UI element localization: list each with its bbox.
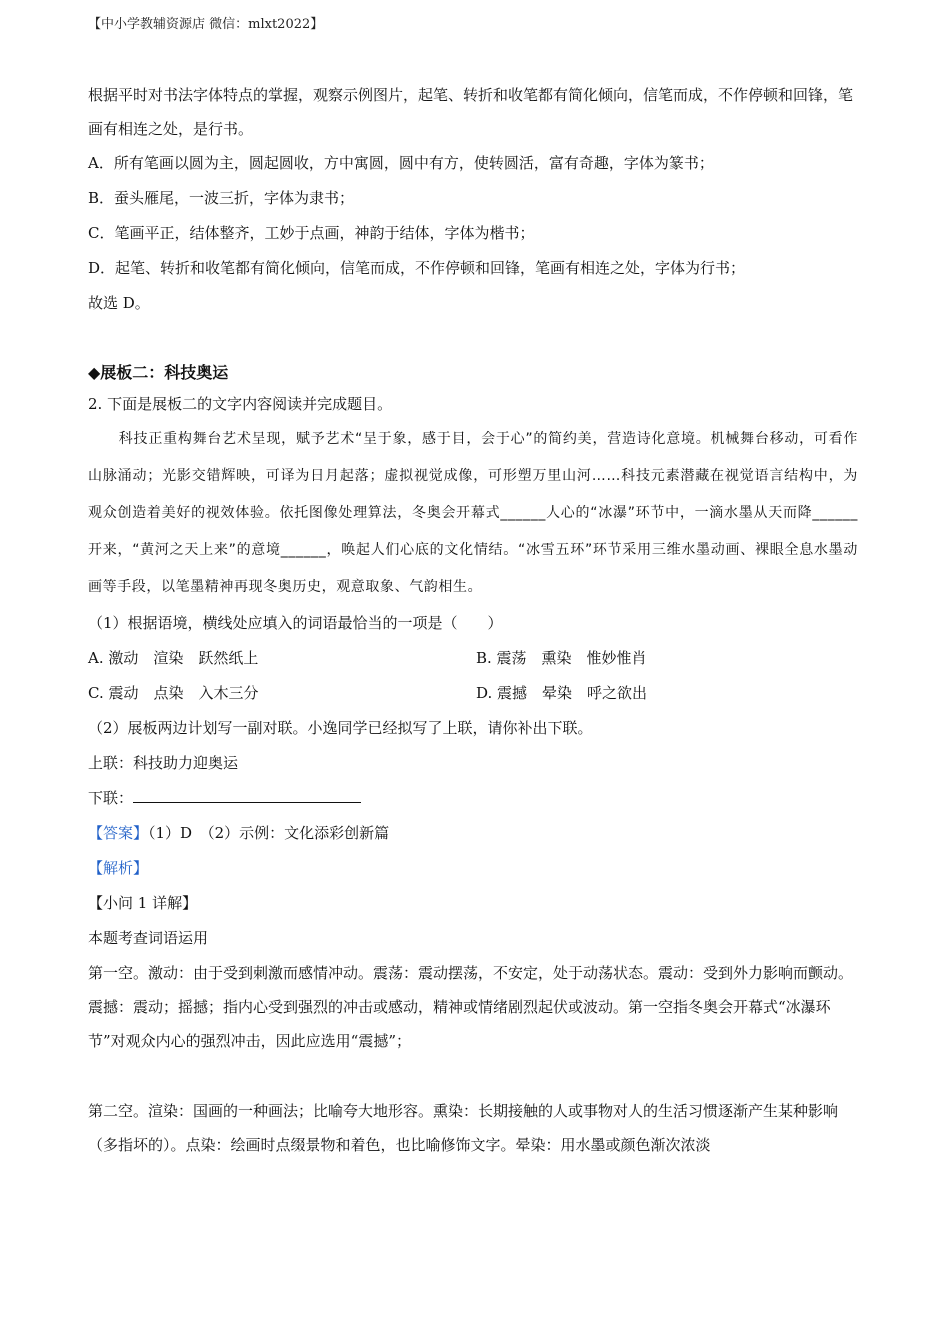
section-heading: ◆展板二：科技奥运: [88, 363, 229, 382]
analysis-label: 【解析】: [88, 859, 149, 877]
topic-line: 本题考查词语运用: [88, 929, 209, 947]
lower-couplet-label: 下联：: [88, 789, 134, 807]
upper-couplet: 上联：科技助力迎奥运: [88, 754, 239, 772]
analysis-option-c: C．笔画平正，结体整齐，工妙于点画，神韵于结体，字体为楷书；: [88, 224, 535, 242]
sub-detail-label: 【小问 1 详解】: [88, 894, 198, 912]
question-title: 2. 下面是展板二的文字内容阅读并完成题目。: [88, 395, 393, 413]
lower-couplet: [88, 781, 858, 816]
spacer: [88, 1058, 858, 1094]
second-blank-explanation: 第二空。渲染：国画的一种画法；比喻夸大地形容。熏染：长期接触的人或事物对人的生活习惯逐渐产生某种影响（多指坏的）。点染：绘画时点缀景物和着色，也比喻修饰文字。晕染：用水墨或颜色渐次浓淡: [88, 1102, 839, 1154]
document-body: [88, 78, 858, 1162]
answer-blank-line: [133, 786, 361, 803]
answer-line: [88, 816, 858, 851]
choice-option-d: D. 震撼 晕染 呼之欲出: [476, 684, 648, 702]
conclusion: 故选 D。: [88, 294, 150, 312]
answer-text: （1）D （2）示例：文化添彩创新篇: [148, 824, 390, 842]
intro-paragraph: 根据平时对书法字体特点的掌握，观察示例图片，起笔、转折和收笔都有简化倾向，信笔而成，不作停顿和回锋，笔画有相连之处，是行书。: [88, 86, 854, 138]
answer-label: 【答案】: [88, 824, 149, 842]
analysis-option-d: D．起笔、转折和收笔都有简化倾向，信笔而成，不作停顿和回锋，笔画有相连之处，字体为行书；: [88, 259, 746, 277]
choice-option-c: C. 震动 点染 入木三分: [88, 684, 259, 702]
analysis-option-b: B．蚕头雁尾，一波三折，字体为隶书；: [88, 189, 355, 207]
reading-passage: 科技正重构舞台艺术呈现，赋予艺术“呈于象，感于目，会于心”的简约美，营造诗化意境。机械舞台移动，可看作山脉涌动；光影交错辉映，可译为日月起落；虚拟视觉成像，可形塑万里山河……科技元素潜藏在视觉语言结构中，为观众创造着美好的视效体验。依托图像处理算法，冬奥会开幕式______人心的“冰瀑”环节中，一滴水墨从天而降______开来，“黄河之天上来”的意境______，唤起人们心底的文化情结。“冰雪五环”环节采用三维水墨动画、裸眼全息水墨动画等手段，以笔墨精神再现冬奥历史，观意取象、气韵相生。: [88, 431, 858, 595]
sub-question-1: （1）根据语境，横线处应填入的词语最恰当的一项是（ ）: [88, 614, 503, 632]
first-blank-explanation: 第一空。激动：由于受到刺激而感情冲动。震荡：震动摆荡，不安定，处于动荡状态。震动：受到外力影响而颤动。震撼：震动；摇撼；指内心受到强烈的冲击或感动，精神或情绪剧烈起伏或波动。第一空指冬奥会开幕式“冰瀑环节”对观众内心的强烈冲击，因此应选用“震撼”；: [88, 964, 854, 1050]
choice-option-b: B. 震荡 熏染 惟妙惟肖: [476, 649, 647, 667]
watermark-header: 【中小学教辅资源店 微信：mlxt2022】: [88, 17, 324, 32]
choice-options: [88, 641, 858, 711]
analysis-option-a: A．所有笔画以圆为主，圆起圆收，方中寓圆，圆中有方，使转圆活，富有奇趣，字体为篆书；: [88, 154, 714, 172]
choice-option-a: A. 激动 渲染 跃然纸上: [88, 649, 259, 667]
sub-question-2: （2）展板两边计划写一副对联。小逸同学已经拟写了上联，请你补出下联。: [88, 719, 593, 737]
